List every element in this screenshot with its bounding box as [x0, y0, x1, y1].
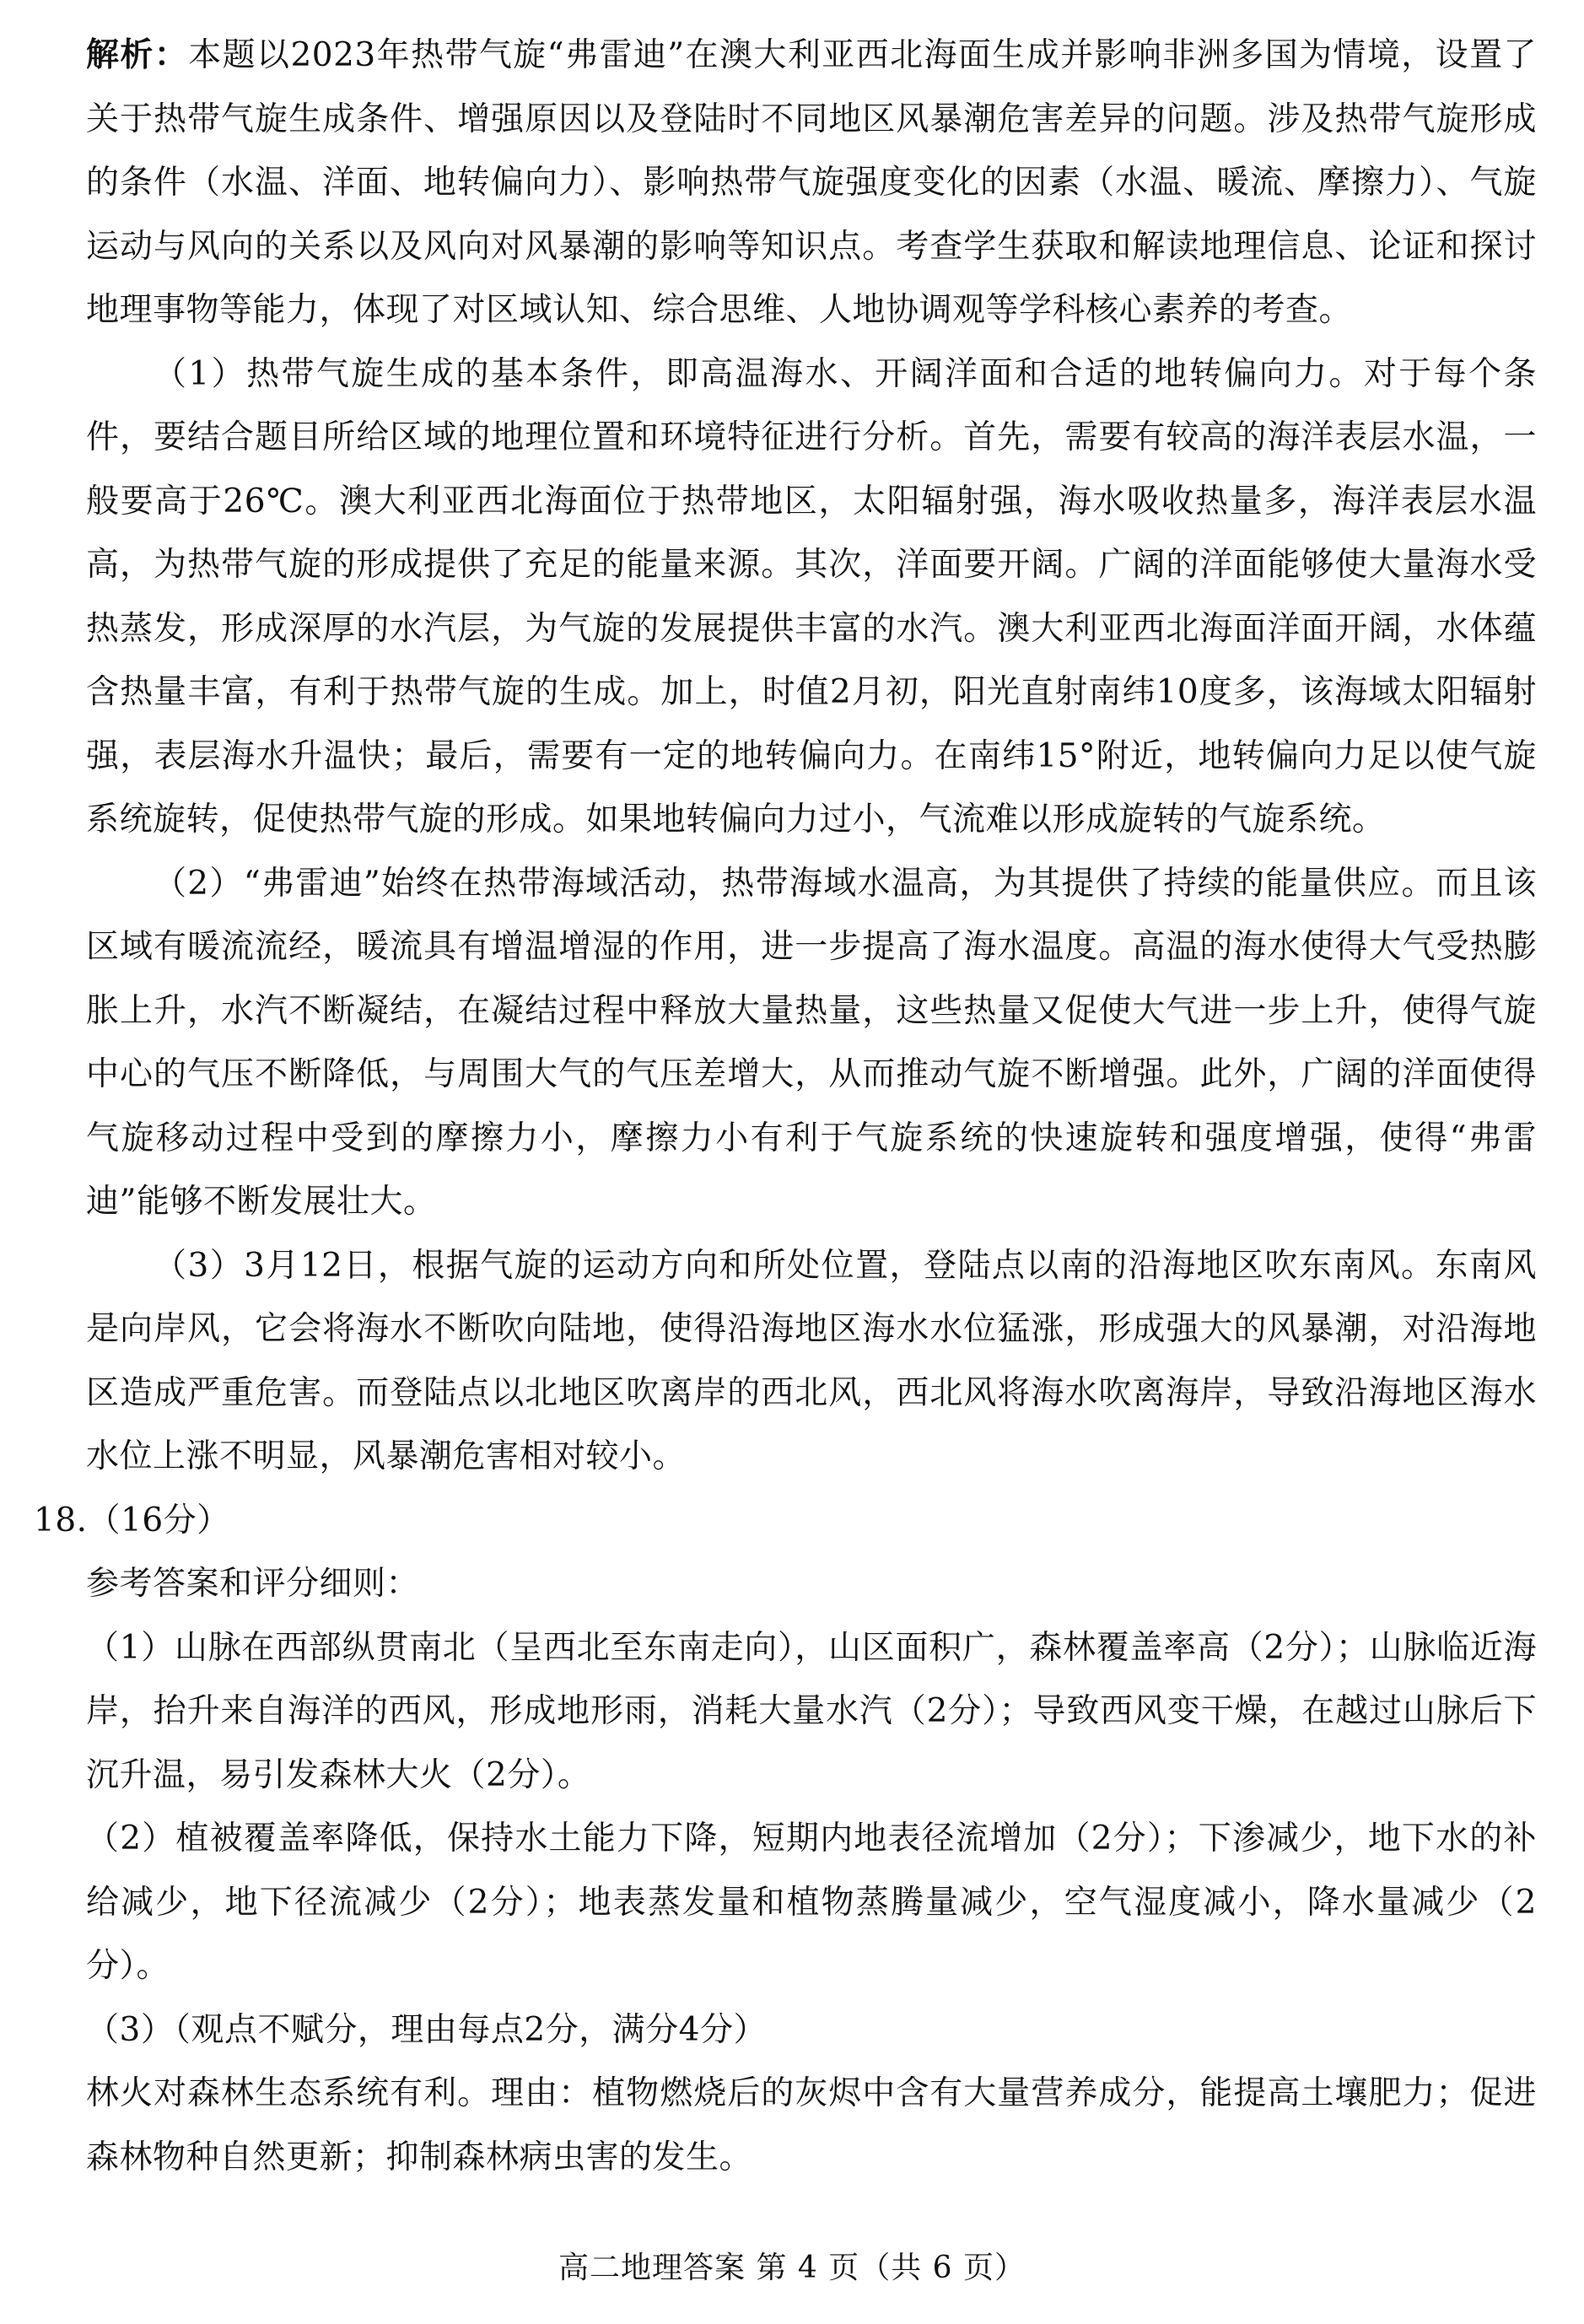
answer-part-3-heading: （3）（观点不赋分，理由每点2分，满分4分） — [86, 2010, 767, 2049]
answer-heading: 参考答案和评分细则： — [86, 1565, 420, 1603]
analysis-part-2: （2）“弗雷迪”始终在热带海域活动，热带海域水温高，为其提供了持续的能量供应。而且该区域有暖流流经，暖流具有增温增湿的作用，进一步提高了海水温度。高温的海水使得大气受热膨胀上升，水汽不断凝结，在凝结过程中释放大量热量，这些热量又促使大气进一步上升，使得气旋中心的气压不断降低，与周围大气的气压差增大，从而推动气旋不断增强。此外，广阔的洋面使得气旋移动过程中受到的摩擦力小，摩擦力小有利于气旋系统的快速旋转和强度增强，使得“弗雷迪”能够不断发展壮大。 — [86, 864, 1537, 1221]
answer-part-2: （2）植被覆盖率降低，保持水土能力下降，短期内地表径流增加（2分）；下渗减少，地下水的补给减少，地下径流减少（2分）；地表蒸发量和植物蒸腾量减少，空气湿度减小，降水量减少（2分）。 — [86, 1820, 1537, 1985]
analysis-intro — [86, 24, 1537, 342]
question-number: 18.（16分） — [34, 1501, 230, 1539]
page-footer: 高二地理答案 第 4 页（共 6 页） — [558, 2251, 1026, 2285]
analysis-part-1: （1）热带气旋生成的基本条件，即高温海水、开阔洋面和合适的地转偏向力。对于每个条件，要结合题目所给区域的地理位置和环境特征进行分析。首先，需要有较高的海洋表层水温，一般要高于26℃。澳大利亚西北海面位于热带地区，太阳辐射强，海水吸收热量多，海洋表层水温高，为热带气旋的形成提供了充足的能量来源。其次，洋面要开阔。广阔的洋面能够使大量海水受热蒸发，形成深厚的水汽层，为气旋的发展提供丰富的水汽。澳大利亚西北海面洋面开阔，水体蕴含热量丰富，有利于热带气旋的生成。加上，时值2月初，阳光直射南纬10度多，该海域太阳辐射强，表层海水升温快；最后，需要有一定的地转偏向力。在南纬15°附近，地转偏向力足以使气旋系统旋转，促使热带气旋的形成。如果地转偏向力过小，气流难以形成旋转的气旋系统。 — [86, 354, 1537, 838]
answer-part-3-body: 林火对森林生态系统有利。理由：植物燃烧后的灰烬中含有大量营养成分，能提高土壤肥力；促进森林物种自然更新；抑制森林病虫害的发生。 — [86, 2074, 1537, 2176]
page-content — [34, 24, 1537, 2189]
answer-part-1: （1）山脉在西部纵贯南北（呈西北至东南走向），山区面积广，森林覆盖率高（2分）；山脉临近海岸，抬升来自海洋的西风，形成地形雨，消耗大量水汽（2分）；导致西风变干燥，在越过山脉后下沉升温，易引发森林大火（2分）。 — [86, 1628, 1537, 1794]
analysis-part-3: （3）3月12日，根据气旋的运动方向和所处位置，登陆点以南的沿海地区吹东南风。东南风是向岸风，它会将海水不断吹向陆地，使得沿海地区海水水位猛涨，形成强大的风暴潮，对沿海地区造成严重危害。而登陆点以北地区吹离岸的西北风，西北风将海水吹离海岸，导致沿海地区海水水位上涨不明显，风暴潮危害相对较小。 — [86, 1246, 1537, 1475]
analysis-intro-text: 本题以2023年热带气旋“弗雷迪”在澳大利亚西北海面生成并影响非洲多国为情境，设置了关于热带气旋生成条件、增强原因以及登陆时不同地区风暴潮危害差异的问题。涉及热带气旋形成的条件（水温、洋面、地转偏向力）、影响热带气旋强度变化的因素（水温、暖流、摩擦力）、气旋运动与风向的关系以及风向对风暴潮的影响等知识点。考查学生获取和解读地理信息、论证和探讨地理事物等能力，体现了对区域认知、综合思维、人地协调观等学科核心素养的考查。 — [86, 36, 1537, 329]
analysis-label: 解析： — [86, 36, 189, 74]
question-18-number — [34, 1489, 1537, 1553]
